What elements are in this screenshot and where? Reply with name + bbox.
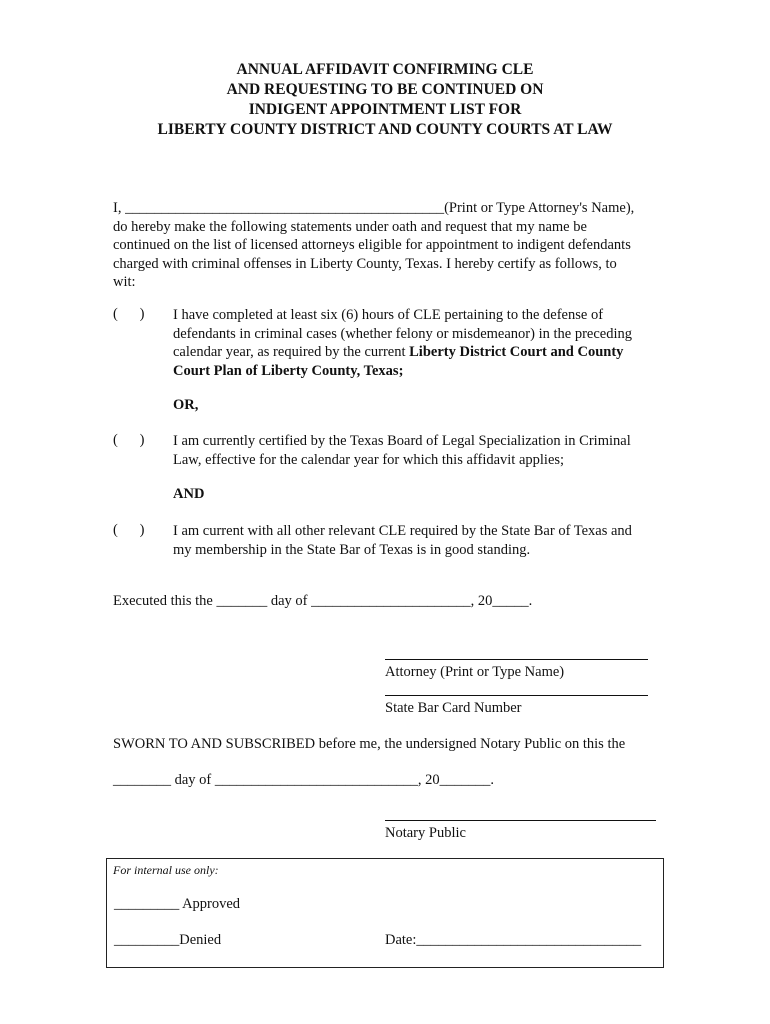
internal-date-field[interactable]: Date:_______________________________ [385,932,642,948]
executed-date-line[interactable]: Executed this the _______ day of ______________________, 20_____. [113,593,533,609]
and-conjunction: AND [173,486,205,502]
attorney-name-line[interactable]: I, ____________________________________________(Print or Type Attorney's Name), [113,200,635,216]
intro-line-3: continued on the list of licensed attorneys eligible for appointment to indigent defendants [113,237,631,254]
item-line: Law, effective for the calendar year for which this affidavit applies; [173,451,565,468]
item-line: defendants in criminal cases (whether felony or misdemeanor) in the preceding [173,325,632,342]
title-line-3: INDIGENT APPOINTMENT LIST FOR [248,101,522,118]
internal-use-box [106,858,664,968]
court-plan-name: Liberty District Court and County [409,344,624,361]
internal-use-note: For internal use only: [113,863,219,877]
item-line: my membership in the State Bar of Texas is in good standing. [173,541,531,558]
attorney-signature-line[interactable] [385,659,648,660]
intro-line-5: wit: [113,274,136,291]
intro-line-2: do hereby make the following statements under oath and request that my name be [113,218,587,235]
notary-label: Notary Public [385,825,466,841]
bar-number-line[interactable] [385,695,648,696]
checkbox-board-certified[interactable]: ( ) [113,432,145,448]
approved-field[interactable]: _________ Approved [114,896,241,912]
bar-number-label: State Bar Card Number [385,700,522,716]
item-text [173,306,673,380]
title-line-2: AND REQUESTING TO BE CONTINUED ON [226,81,544,98]
title-line-1: ANNUAL AFFIDAVIT CONFIRMING CLE [236,61,534,78]
checkbox-good-standing[interactable]: ( ) [113,522,145,538]
item-line [173,362,673,381]
item-line [173,343,673,362]
sworn-statement: SWORN TO AND SUBSCRIBED before me, the undersigned Notary Public on this the [113,736,626,752]
notary-signature-line[interactable] [385,820,656,821]
title-line-4: LIBERTY COUNTY DISTRICT AND COUNTY COURTS AT LAW [157,121,613,138]
document-title [0,60,770,140]
item-text [173,522,673,559]
item-text [173,432,673,469]
item-line: I have completed at least six (6) hours of CLE pertaining to the defense of [173,307,604,323]
denied-field[interactable]: _________Denied [114,932,222,948]
item-line: I am currently certified by the Texas Board of Legal Specialization in Criminal [173,433,631,449]
intro-paragraph [113,199,673,292]
court-plan-name-cont: Court Plan of Liberty County, Texas; [173,362,404,379]
sworn-date-line[interactable]: ________ day of ____________________________, 20_______. [113,772,495,788]
item-line-plain: calendar year, as required by the current [173,344,410,361]
item-line: I am current with all other relevant CLE required by the State Bar of Texas and [173,523,632,539]
attorney-label: Attorney (Print or Type Name) [385,664,565,680]
intro-line-4: charged with criminal offenses in Liberty County, Texas. I hereby certify as follows, to [113,255,617,272]
checkbox-cle-hours[interactable]: ( ) [113,306,145,322]
or-conjunction: OR, [173,397,199,413]
